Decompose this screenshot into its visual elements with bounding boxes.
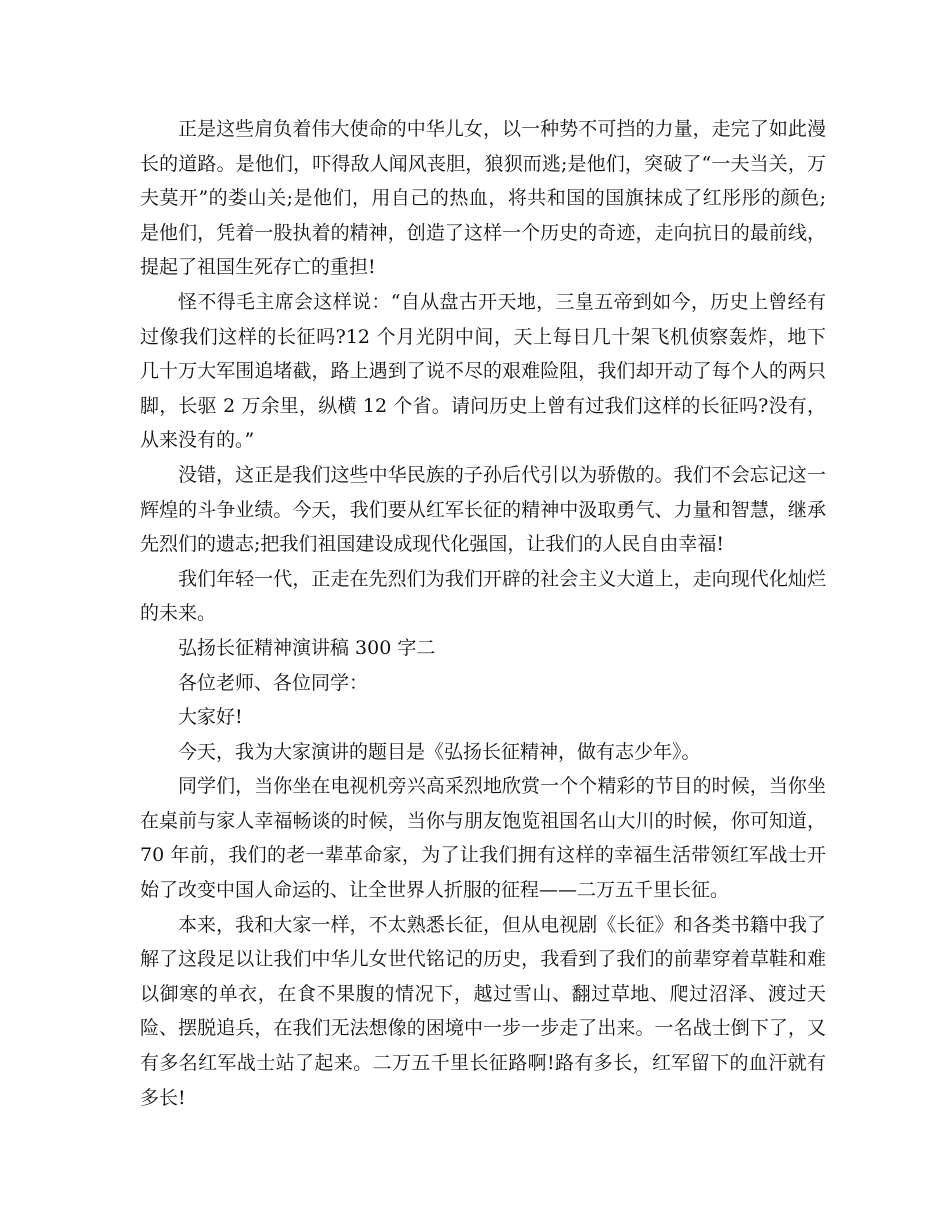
section-heading: 弘扬长征精神演讲稿 300 字二	[178, 636, 436, 659]
document-body	[140, 112, 826, 1115]
paragraph-topic: 今天，我为大家演讲的题目是《弘扬长征精神，做有志少年》。	[178, 740, 701, 763]
salutation: 各位老师、各位同学：	[178, 671, 369, 694]
paragraph-heroes: 正是这些肩负着伟大使命的中华儿女，以一种势不可挡的力量，走完了如此漫长的道路。是他们，吓得敌人闻风丧胆，狼狈而逃;是他们，突破了“一夫当关，万夫莫开”的娄山关;是他们，用自己的热血，将共和国的国旗抹成了红彤彤的颜色;是他们，凭着一股执着的精神，创造了这样一个历史的奇迹，走向抗日的最前线，提起了祖国生死存亡的重担!	[140, 118, 826, 279]
greeting: 大家好!	[178, 706, 243, 729]
paragraph-classmates: 同学们，当你坐在电视机旁兴高采烈地欣赏一个个精彩的节目的时候，当你坐在桌前与家人幸福畅谈的时候，当你与朋友饱览祖国名山大川的时候，你可知道，70 年前，我们的老一辈革命家，为了让我们拥有这样的幸福生活带领红军战士开始了改变中国人命运的、让全世界人折服的征程——二万五千里长征。	[140, 775, 826, 902]
paragraph-young-generation: 我们年轻一代，正走在先烈们为我们开辟的社会主义大道上，走向现代化灿烂的未来。	[140, 567, 826, 625]
paragraph-learning-history: 本来，我和大家一样，不太熟悉长征，但从电视剧《长征》和各类书籍中我了解了这段足以让我们中华儿女世代铭记的历史，我看到了我们的前辈穿着草鞋和难以御寒的单衣，在食不果腹的情况下，越过雪山、翻过草地、爬过沼泽、渡过天险、摆脱追兵，在我们无法想像的困境中一步一步走了出来。一名战士倒下了，又有多名红军战士站了起来。二万五千里长征路啊!路有多长，红军留下的血汗就有多长!	[140, 913, 826, 1109]
paragraph-pride: 没错，这正是我们这些中华民族的子孙后代引以为骄傲的。我们不会忘记这一辉煌的斗争业绩。今天，我们要从红军长征的精神中汲取勇气、力量和智慧，继承先烈们的遗志;把我们祖国建设成现代化强国，让我们的人民自由幸福!	[140, 463, 826, 556]
paragraph-mao-quote: 怪不得毛主席会这样说：“自从盘古开天地，三皇五帝到如今，历史上曾经有过像我们这样的长征吗?12 个月光阴中间，天上每日几十架飞机侦察轰炸，地下几十万大军围追堵截，路上遇到了说不尽的艰难险阻，我们却开动了每个人的两只脚，长驱 2 万余里，纵横 12 个省。请问历史上曾有过我们这样的长征吗?没有，从来没有的。”	[140, 290, 826, 452]
